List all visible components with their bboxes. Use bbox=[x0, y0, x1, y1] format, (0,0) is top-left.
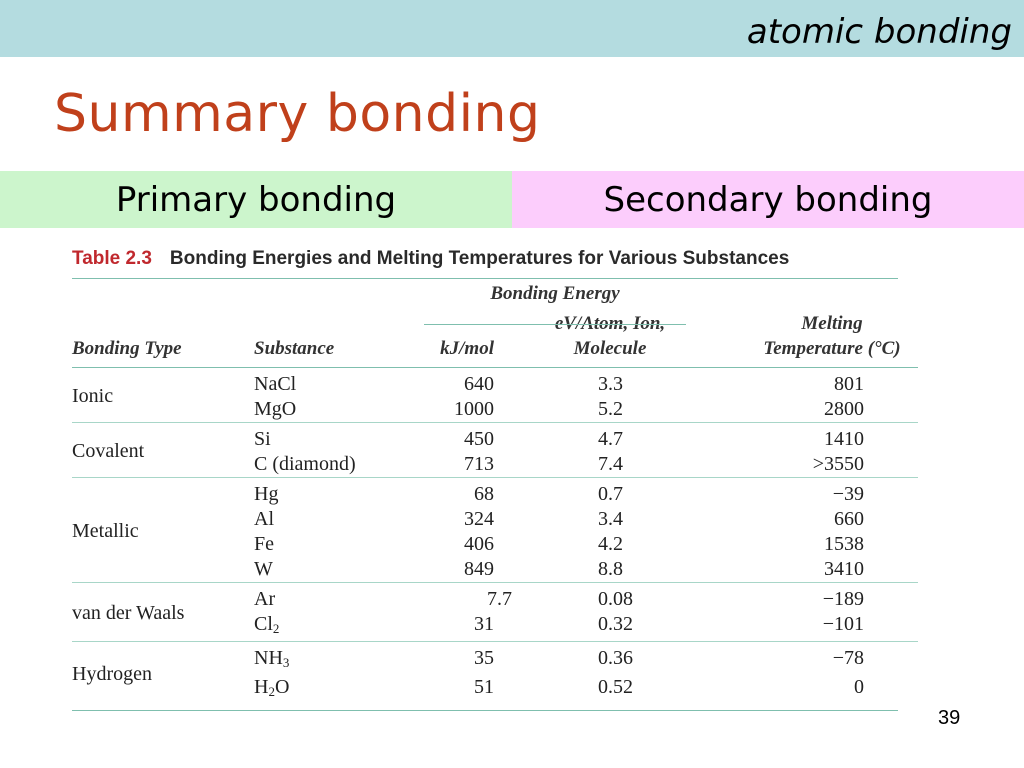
cell-ev: 0.36 bbox=[598, 646, 633, 669]
cell-substance bbox=[254, 557, 422, 583]
cell-ev: 3.4 bbox=[598, 507, 623, 530]
cell-substance bbox=[254, 612, 422, 642]
table-row bbox=[72, 482, 918, 507]
cell-ev: 0.52 bbox=[598, 675, 633, 698]
table-header-row bbox=[72, 309, 918, 367]
substance-formula: Ar bbox=[254, 587, 276, 610]
cell-substance bbox=[254, 587, 422, 612]
cell-ev: 7.4 bbox=[598, 452, 623, 475]
cell-melting: −39 bbox=[832, 482, 864, 505]
cell-ev: 3.3 bbox=[598, 372, 623, 395]
col-bonding-type: Bonding Type bbox=[72, 337, 182, 359]
col-ev-line1: eV/Atom, Ion, bbox=[554, 312, 666, 334]
table-grid bbox=[72, 309, 918, 704]
substance-formula: MgO bbox=[254, 397, 297, 420]
cell-bonding-type: Hydrogen bbox=[72, 663, 152, 685]
bonding-energy-group-header bbox=[72, 279, 902, 309]
cell-ev: 0.7 bbox=[598, 482, 623, 505]
table-caption-text: Bonding Energies and Melting Temperatures for Various Substances bbox=[169, 248, 790, 269]
cell-melting: 1410 bbox=[824, 427, 864, 450]
table-body bbox=[72, 367, 918, 704]
cell-bonding-type: Covalent bbox=[72, 440, 145, 462]
cell-kj-mol: 31 bbox=[474, 612, 494, 635]
table-row bbox=[72, 427, 918, 452]
cell-substance bbox=[254, 397, 422, 423]
table-caption bbox=[72, 244, 902, 278]
cell-melting: 660 bbox=[834, 507, 864, 530]
cell-substance bbox=[254, 427, 422, 452]
cell-substance bbox=[254, 452, 422, 478]
table-row bbox=[72, 372, 918, 397]
cell-ev: 5.2 bbox=[598, 397, 623, 420]
cell-melting: −189 bbox=[822, 587, 864, 610]
cell-bonding-type: Ionic bbox=[72, 385, 114, 407]
cell-kj-mol: 68 bbox=[474, 482, 494, 505]
cell-melting: 801 bbox=[834, 372, 864, 395]
cell-bonding-type: Metallic bbox=[72, 520, 139, 542]
bonding-table bbox=[72, 244, 902, 711]
cell-substance bbox=[254, 372, 422, 397]
cell-ev: 0.08 bbox=[598, 587, 633, 610]
cell-kj-mol: 406 bbox=[464, 532, 494, 555]
slide-title: Summary bonding bbox=[54, 84, 541, 144]
header-band bbox=[0, 0, 1024, 57]
cell-substance bbox=[254, 507, 422, 532]
substance-formula: NaCl bbox=[254, 372, 297, 395]
substance-formula: Al bbox=[254, 507, 274, 530]
formula-subscript: 2 bbox=[268, 683, 275, 699]
substance-formula: NH bbox=[254, 646, 283, 669]
cell-melting: >3550 bbox=[812, 452, 864, 475]
substance-formula: Cl bbox=[254, 612, 273, 635]
cell-kj-mol: 640 bbox=[464, 372, 494, 395]
substance-formula: Fe bbox=[254, 532, 274, 555]
substance-formula: Hg bbox=[254, 482, 279, 505]
cell-kj-mol: 849 bbox=[464, 557, 494, 580]
cell-melting: −101 bbox=[822, 612, 864, 635]
table-number: Table 2.3 bbox=[72, 248, 152, 269]
col-kj-mol: kJ/mol bbox=[440, 337, 494, 359]
bonding-energy-underline bbox=[424, 324, 686, 325]
substance-formula: C (diamond) bbox=[254, 452, 356, 475]
bonding-energy-label: Bonding Energy bbox=[490, 283, 620, 304]
cell-kj-mol: 324 bbox=[464, 507, 494, 530]
cell-kj-mol: 35 bbox=[474, 646, 494, 669]
cell-substance bbox=[254, 675, 422, 704]
col-melting-line2: Temperature (°C) bbox=[763, 337, 901, 359]
substance-formula: H bbox=[254, 675, 269, 698]
table-bottom-rule bbox=[72, 710, 898, 711]
cell-substance bbox=[254, 646, 422, 675]
col-ev bbox=[494, 309, 726, 367]
cell-kj-mol: 450 bbox=[464, 427, 494, 450]
cell-substance bbox=[254, 482, 422, 507]
substance-formula: Si bbox=[254, 427, 271, 450]
cell-ev: 0.32 bbox=[598, 612, 633, 635]
formula-subscript: 3 bbox=[282, 654, 290, 670]
formula-suffix: O bbox=[274, 675, 290, 698]
cell-melting: 0 bbox=[854, 675, 864, 698]
cell-melting: 2800 bbox=[824, 397, 864, 420]
cell-kj-mol: 7.7 bbox=[487, 587, 512, 610]
cell-melting: 3410 bbox=[824, 557, 864, 580]
cell-melting: 1538 bbox=[824, 532, 864, 555]
primary-bonding-label: Primary bonding bbox=[0, 171, 512, 228]
col-substance: Substance bbox=[254, 337, 335, 359]
cell-bonding-type: van der Waals bbox=[72, 602, 185, 624]
table-row bbox=[72, 587, 918, 612]
slide-number: 39 bbox=[938, 707, 961, 729]
cell-ev: 8.8 bbox=[598, 557, 623, 580]
cell-melting: −78 bbox=[832, 646, 864, 669]
formula-subscript: 2 bbox=[272, 620, 280, 636]
cell-ev: 4.7 bbox=[598, 427, 623, 450]
table-row bbox=[72, 646, 918, 675]
cell-substance bbox=[254, 532, 422, 557]
col-ev-line2: Molecule bbox=[573, 337, 647, 359]
col-melting-line1: Melting bbox=[801, 312, 863, 334]
cell-kj-mol: 1000 bbox=[454, 397, 494, 420]
cell-kj-mol: 713 bbox=[464, 452, 494, 475]
substance-formula: W bbox=[254, 557, 273, 580]
col-melting bbox=[726, 309, 918, 367]
secondary-bonding-label: Secondary bonding bbox=[512, 171, 1024, 228]
section-topic: atomic bonding bbox=[746, 12, 1012, 52]
cell-kj-mol: 51 bbox=[474, 675, 494, 698]
cell-ev: 4.2 bbox=[598, 532, 623, 555]
